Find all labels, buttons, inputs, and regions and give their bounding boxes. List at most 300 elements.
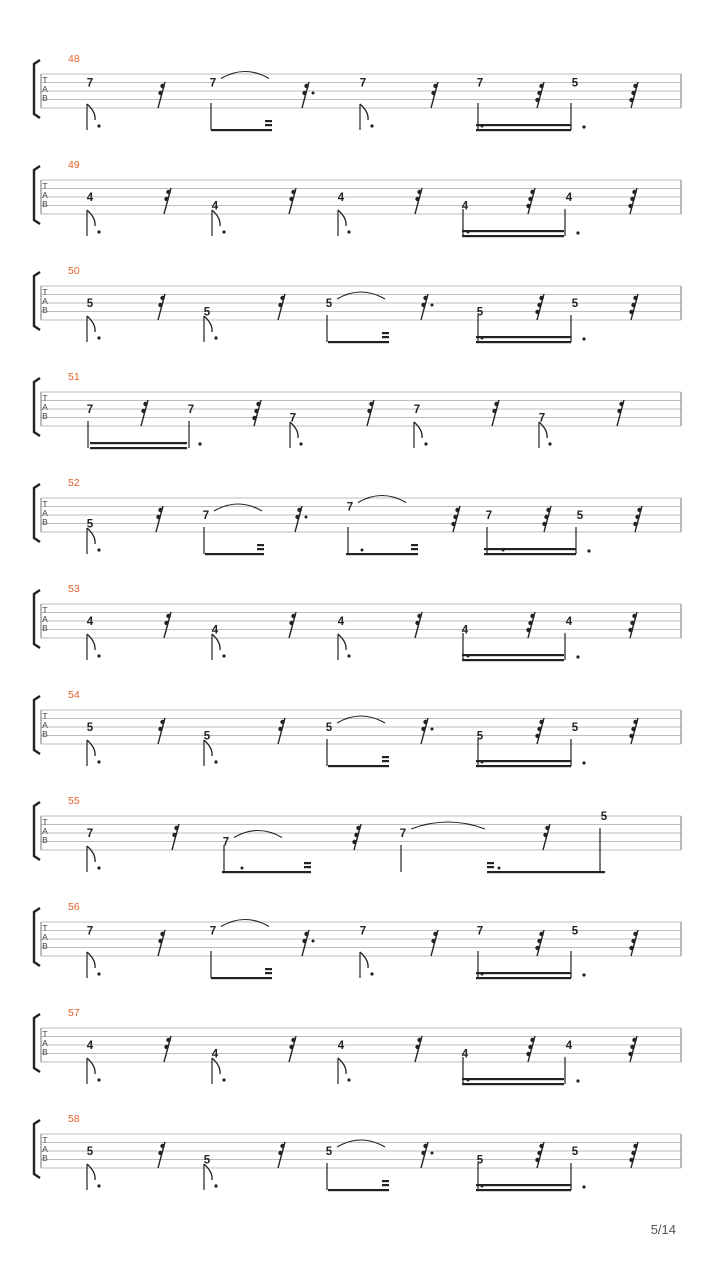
tie-arc xyxy=(214,504,262,511)
tab-clef-letter-b: B xyxy=(42,835,48,845)
rest-dot xyxy=(633,720,637,724)
system-bracket xyxy=(34,60,40,118)
rest-dot xyxy=(526,628,530,632)
rest-dot xyxy=(535,734,539,738)
tab-system xyxy=(34,583,681,661)
rest-dot xyxy=(160,84,164,88)
rest-dot xyxy=(635,515,639,519)
beam xyxy=(476,129,571,131)
beam xyxy=(476,1189,571,1191)
augment-dot xyxy=(467,231,470,234)
augment-dot xyxy=(481,1185,484,1188)
partial-beam xyxy=(265,124,272,126)
rest-dot xyxy=(629,1158,633,1162)
rest-dot xyxy=(617,409,621,413)
rest-dot xyxy=(629,734,633,738)
augment-dot xyxy=(576,655,579,658)
partial-beam xyxy=(265,968,272,970)
rest-dot xyxy=(143,402,147,406)
measure-number: 48 xyxy=(68,53,80,65)
augment-dot xyxy=(222,1078,225,1081)
partial-beam xyxy=(382,1184,389,1186)
tab-clef-letter-a: A xyxy=(42,1144,48,1154)
tab-clef-letter-a: A xyxy=(42,932,48,942)
fret-number: 7 xyxy=(476,77,484,90)
augment-dot xyxy=(370,124,373,127)
augment-dot xyxy=(481,761,484,764)
augment-dot xyxy=(347,654,350,657)
rest-dot xyxy=(543,833,547,837)
rest-dot xyxy=(158,1151,162,1155)
rest-dot xyxy=(632,1038,636,1042)
augment-dot xyxy=(481,337,484,340)
fret-number: 5 xyxy=(576,510,584,522)
partial-beam xyxy=(411,544,418,546)
beam xyxy=(211,977,272,979)
fret-number: 7 xyxy=(86,77,94,90)
rest-dot xyxy=(417,190,421,194)
augment-dot xyxy=(214,760,217,763)
tab-clef-letter-b: B xyxy=(42,1047,48,1057)
augment-dot xyxy=(498,867,501,870)
measure-number: 49 xyxy=(68,159,80,171)
tab-clef-letter-t: T xyxy=(42,1135,48,1145)
fret-number: 5 xyxy=(476,306,484,319)
measure-number: 51 xyxy=(68,371,80,383)
augment-dot xyxy=(97,1184,100,1187)
note-flag xyxy=(87,210,95,226)
note-flag xyxy=(87,316,95,332)
rest-dot xyxy=(421,727,425,731)
rest-dot xyxy=(302,939,306,943)
partial-beam xyxy=(382,756,389,758)
augment-dot xyxy=(587,549,590,552)
augment-dot xyxy=(198,442,201,445)
rest-dot xyxy=(453,515,457,519)
fret-number: 7 xyxy=(359,77,367,90)
rest-dot xyxy=(280,296,284,300)
partial-beam xyxy=(382,332,389,334)
augment-dot xyxy=(347,1078,350,1081)
tie-arc xyxy=(337,1140,385,1147)
rest-dot xyxy=(417,1038,421,1042)
tab-system xyxy=(34,265,681,343)
rest-dot xyxy=(630,1045,634,1049)
augment-dot xyxy=(481,125,484,128)
rest-dot xyxy=(629,946,633,950)
rest-dot xyxy=(166,190,170,194)
rest-dot xyxy=(526,204,530,208)
rest-dot xyxy=(455,508,459,512)
rest-dot xyxy=(297,508,301,512)
fret-number: 7 xyxy=(289,412,297,425)
rest-dot xyxy=(630,621,634,625)
fret-number: 4 xyxy=(211,1048,219,1061)
rest-dot xyxy=(291,190,295,194)
fret-number: 4 xyxy=(211,200,219,213)
fret-number: 7 xyxy=(359,925,367,938)
augment-dot xyxy=(582,337,585,340)
system-bracket xyxy=(34,908,40,966)
rest-dot xyxy=(631,1151,635,1155)
partial-beam xyxy=(487,866,494,868)
fret-number: 7 xyxy=(202,510,210,522)
rest-dot xyxy=(172,833,176,837)
rest-dot xyxy=(546,508,550,512)
rest-dot xyxy=(160,932,164,936)
tab-clef-letter-a: A xyxy=(42,826,48,836)
augment-dot xyxy=(97,1078,100,1081)
note-flag xyxy=(338,210,346,226)
fret-number: 7 xyxy=(413,404,421,416)
measure-number: 53 xyxy=(68,583,80,595)
rest-dot xyxy=(291,614,295,618)
fret-number: 7 xyxy=(209,925,217,938)
fret-number: 4 xyxy=(565,1040,573,1052)
augment-dot xyxy=(97,124,100,127)
measure-number: 58 xyxy=(68,1113,80,1125)
augment-dot xyxy=(424,442,427,445)
tab-clef-letter-a: A xyxy=(42,614,48,624)
fret-number: 4 xyxy=(86,192,94,204)
fret-number: 4 xyxy=(461,200,469,213)
tab-clef-letter-a: A xyxy=(42,720,48,730)
rest-dot xyxy=(289,621,293,625)
measure-number: 57 xyxy=(68,1007,80,1019)
rest-dot xyxy=(628,628,632,632)
augment-dot xyxy=(241,867,244,870)
rest-dot xyxy=(369,402,373,406)
beam xyxy=(462,1078,564,1080)
tab-clef-letter-t: T xyxy=(42,499,48,509)
fret-number: 5 xyxy=(203,306,211,319)
beam xyxy=(328,1189,389,1191)
tab-system xyxy=(34,477,681,555)
rest-dot xyxy=(354,833,358,837)
fret-number: 7 xyxy=(222,836,230,849)
system-bracket xyxy=(34,1014,40,1072)
rest-dot xyxy=(291,1038,295,1042)
rest-dot xyxy=(423,296,427,300)
tie-arc xyxy=(411,822,485,829)
fret-number: 7 xyxy=(538,412,546,425)
fret-number: 4 xyxy=(337,1040,345,1052)
fret-number: 7 xyxy=(476,925,484,938)
tab-system xyxy=(34,795,681,873)
tab-clef-letter-t: T xyxy=(42,181,48,191)
partial-beam xyxy=(265,120,272,122)
rest-dot xyxy=(158,939,162,943)
beam xyxy=(328,341,389,343)
beam xyxy=(462,235,564,237)
augment-dot xyxy=(222,654,225,657)
fret-number: 5 xyxy=(203,1154,211,1167)
system-bracket xyxy=(34,590,40,648)
rest-dot xyxy=(530,1038,534,1042)
augment-dot xyxy=(467,1079,470,1082)
partial-beam xyxy=(304,862,311,864)
rest-dot xyxy=(160,720,164,724)
beam xyxy=(90,442,187,444)
rest-dot xyxy=(254,409,258,413)
rest-dot xyxy=(415,621,419,625)
measure-number: 52 xyxy=(68,477,80,489)
tab-system xyxy=(34,1113,681,1191)
measure-number: 55 xyxy=(68,795,80,807)
note-flag xyxy=(414,422,422,438)
rest-dot xyxy=(637,508,641,512)
rest-dot xyxy=(631,303,635,307)
tab-system xyxy=(34,1007,681,1085)
beam xyxy=(487,871,605,873)
beam xyxy=(476,977,571,979)
fret-number: 7 xyxy=(209,77,217,90)
rest-dot xyxy=(528,1045,532,1049)
measure-number: 56 xyxy=(68,901,80,913)
augment-dot xyxy=(97,972,100,975)
note-flag xyxy=(87,846,95,862)
beam xyxy=(484,548,576,550)
rest-augment-dot xyxy=(431,304,434,307)
rest-dot xyxy=(629,98,633,102)
fret-number: 5 xyxy=(476,1154,484,1167)
tab-clef-letter-b: B xyxy=(42,199,48,209)
tab-clef-letter-b: B xyxy=(42,941,48,951)
augment-dot xyxy=(361,549,364,552)
rest-dot xyxy=(537,91,541,95)
augment-dot xyxy=(582,1185,585,1188)
partial-beam xyxy=(411,548,418,550)
fret-number: 7 xyxy=(485,510,493,522)
fret-number: 5 xyxy=(571,722,579,734)
rest-dot xyxy=(537,939,541,943)
rest-dot xyxy=(535,98,539,102)
augment-dot xyxy=(347,230,350,233)
rest-dot xyxy=(423,720,427,724)
rest-dot xyxy=(539,1144,543,1148)
tab-clef-letter-t: T xyxy=(42,711,48,721)
rest-augment-dot xyxy=(312,940,315,943)
beam xyxy=(476,341,571,343)
augment-dot xyxy=(548,442,551,445)
fret-number: 7 xyxy=(187,404,195,416)
partial-beam xyxy=(487,862,494,864)
rest-dot xyxy=(421,303,425,307)
tie-arc xyxy=(358,496,406,503)
rest-dot xyxy=(539,720,543,724)
measure-number: 50 xyxy=(68,265,80,277)
rest-dot xyxy=(164,621,168,625)
augment-dot xyxy=(214,1184,217,1187)
rest-dot xyxy=(545,826,549,830)
fret-number: 5 xyxy=(325,722,333,734)
tab-clef-letter-b: B xyxy=(42,93,48,103)
fret-number: 4 xyxy=(565,616,573,628)
rest-dot xyxy=(433,84,437,88)
rest-dot xyxy=(141,409,145,413)
augment-dot xyxy=(582,125,585,128)
rest-dot xyxy=(631,939,635,943)
rest-dot xyxy=(367,409,371,413)
beam xyxy=(476,124,571,126)
note-flag xyxy=(87,1058,95,1074)
fret-number: 5 xyxy=(571,925,579,938)
rest-dot xyxy=(544,515,548,519)
rest-dot xyxy=(530,614,534,618)
rest-dot xyxy=(535,946,539,950)
rest-dot xyxy=(289,197,293,201)
tab-clef-letter-b: B xyxy=(42,305,48,315)
rest-dot xyxy=(304,84,308,88)
partial-beam xyxy=(382,760,389,762)
system-bracket xyxy=(34,272,40,330)
augment-dot xyxy=(299,442,302,445)
rest-dot xyxy=(431,91,435,95)
fret-number: 4 xyxy=(211,624,219,637)
augment-dot xyxy=(576,231,579,234)
augment-dot xyxy=(582,761,585,764)
fret-number: 4 xyxy=(86,1040,94,1052)
rest-dot xyxy=(417,614,421,618)
augment-dot xyxy=(97,230,100,233)
partial-beam xyxy=(265,972,272,974)
tab-clef-letter-t: T xyxy=(42,1029,48,1039)
rest-dot xyxy=(304,932,308,936)
tab-clef-letter-t: T xyxy=(42,605,48,615)
note-flag xyxy=(338,634,346,650)
system-bracket xyxy=(34,696,40,754)
rest-dot xyxy=(164,1045,168,1049)
tab-clef-letter-t: T xyxy=(42,817,48,827)
tab-system xyxy=(34,53,681,131)
rest-dot xyxy=(289,1045,293,1049)
augment-dot xyxy=(97,866,100,869)
rest-dot xyxy=(160,1144,164,1148)
rest-dot xyxy=(629,310,633,314)
partial-beam xyxy=(257,544,264,546)
fret-number: 4 xyxy=(337,616,345,628)
beam xyxy=(205,553,264,555)
tie-arc xyxy=(221,920,269,927)
beam xyxy=(462,654,564,656)
rest-augment-dot xyxy=(312,92,315,95)
tab-clef-letter-b: B xyxy=(42,517,48,527)
partial-beam xyxy=(304,866,311,868)
rest-dot xyxy=(451,522,455,526)
tab-clef-letter-b: B xyxy=(42,411,48,421)
rest-dot xyxy=(356,826,360,830)
rest-dot xyxy=(530,190,534,194)
tab-clef-letter-a: A xyxy=(42,296,48,306)
note-flag xyxy=(87,952,95,968)
tab-clef-letter-a: A xyxy=(42,402,48,412)
rest-dot xyxy=(631,727,635,731)
fret-number: 4 xyxy=(565,192,573,204)
tab-clef-letter-b: B xyxy=(42,1153,48,1163)
tab-clef-letter-a: A xyxy=(42,508,48,518)
rest-dot xyxy=(528,197,532,201)
rest-dot xyxy=(619,402,623,406)
partial-beam xyxy=(382,1180,389,1182)
fret-number: 7 xyxy=(86,925,94,938)
note-flag xyxy=(360,104,368,120)
tab-clef-letter-b: B xyxy=(42,623,48,633)
beam xyxy=(328,765,389,767)
rest-dot xyxy=(280,720,284,724)
tab-clef-letter-t: T xyxy=(42,923,48,933)
rest-dot xyxy=(280,1144,284,1148)
fret-number: 5 xyxy=(571,1146,579,1158)
tab-clef-letter-t: T xyxy=(42,287,48,297)
fret-number: 4 xyxy=(337,192,345,204)
partial-beam xyxy=(382,336,389,338)
beam xyxy=(476,765,571,767)
tab-clef-letter-t: T xyxy=(42,75,48,85)
rest-dot xyxy=(352,840,356,844)
beam xyxy=(346,553,418,555)
system-bracket xyxy=(34,802,40,860)
rest-dot xyxy=(166,1038,170,1042)
rest-augment-dot xyxy=(305,516,308,519)
rest-dot xyxy=(631,91,635,95)
rest-dot xyxy=(302,91,306,95)
augment-dot xyxy=(370,972,373,975)
fret-number: 7 xyxy=(399,828,407,840)
beam xyxy=(462,230,564,232)
rest-dot xyxy=(431,939,435,943)
rest-dot xyxy=(633,296,637,300)
fret-number: 5 xyxy=(86,518,94,531)
rest-dot xyxy=(633,84,637,88)
fret-number: 5 xyxy=(325,1146,333,1158)
tab-clef-letter-a: A xyxy=(42,190,48,200)
rest-dot xyxy=(630,197,634,201)
rest-dot xyxy=(537,1151,541,1155)
system-bracket xyxy=(34,1120,40,1178)
tie-arc xyxy=(337,716,385,723)
tab-clef-letter-b: B xyxy=(42,729,48,739)
partial-beam xyxy=(257,548,264,550)
augment-dot xyxy=(502,549,505,552)
note-flag xyxy=(338,1058,346,1074)
tab-clef-letter-a: A xyxy=(42,84,48,94)
fret-number: 4 xyxy=(461,624,469,637)
fret-number: 5 xyxy=(325,298,333,310)
rest-dot xyxy=(415,1045,419,1049)
rest-dot xyxy=(295,515,299,519)
rest-dot xyxy=(539,932,543,936)
beam xyxy=(476,1184,571,1186)
measure-number: 54 xyxy=(68,689,80,701)
beam xyxy=(476,336,571,338)
augment-dot xyxy=(582,973,585,976)
note-flag xyxy=(87,634,95,650)
rest-dot xyxy=(628,204,632,208)
beam xyxy=(90,447,187,449)
rest-dot xyxy=(158,508,162,512)
rest-dot xyxy=(164,197,168,201)
rest-dot xyxy=(423,1144,427,1148)
rest-dot xyxy=(542,522,546,526)
fret-number: 5 xyxy=(86,1146,94,1158)
rest-dot xyxy=(158,303,162,307)
rest-dot xyxy=(278,727,282,731)
tab-system xyxy=(34,159,681,237)
rest-dot xyxy=(421,1151,425,1155)
beam xyxy=(476,972,571,974)
rest-dot xyxy=(628,1052,632,1056)
note-flag xyxy=(87,104,95,120)
